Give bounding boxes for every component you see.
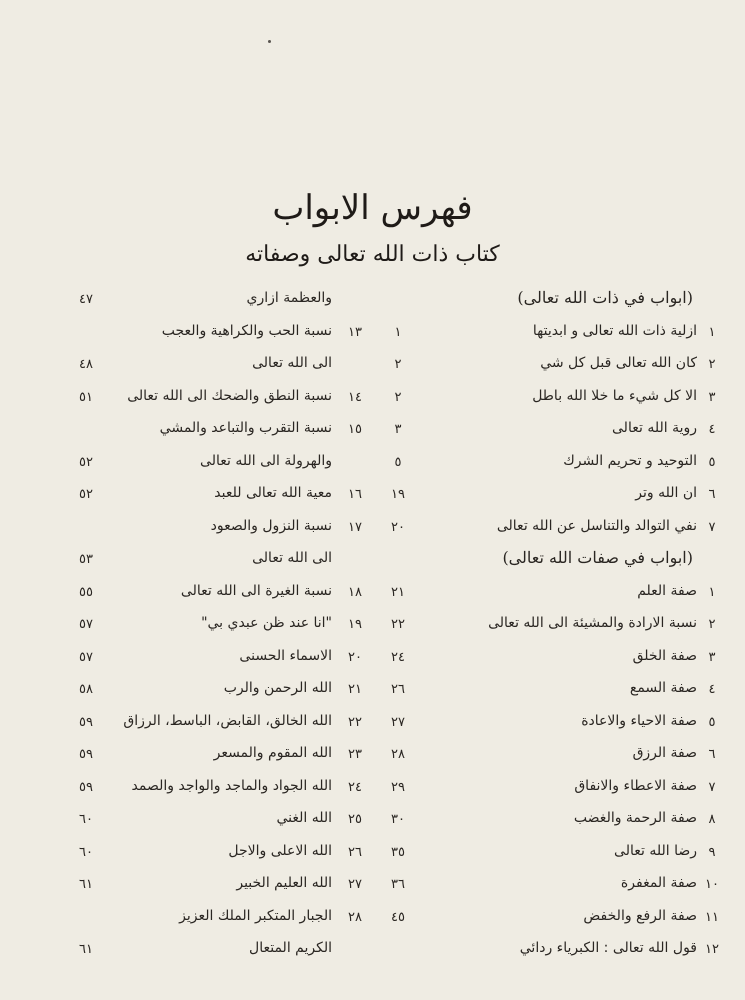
toc-entry — [66, 902, 366, 935]
entry-number: ١ — [708, 584, 716, 600]
entry-title: ازلية ذات الله تعالى و ابديتها — [532, 322, 697, 339]
entry-page-number: ٦١ — [79, 942, 93, 957]
entry-page-number: ٦١ — [79, 877, 93, 892]
entry-title: التوحيد و تحريم الشرك — [563, 452, 697, 469]
entry-title: الكريم المتعال — [249, 940, 332, 956]
entry-title: والهرولة الى الله تعالى — [200, 452, 332, 469]
entry-number: ٢٨ — [348, 909, 362, 925]
toc-entry — [378, 642, 723, 675]
entry-title: نسبة النزول والصعود — [210, 517, 332, 534]
entry-title: (ابواب في صفات الله تعالى) — [502, 548, 693, 567]
toc-entry — [66, 642, 366, 675]
entry-page-number: ٥٩ — [79, 747, 93, 762]
page-title: فهرس الابواب — [272, 188, 473, 228]
entry-title: الله الاعلى والاجل — [228, 842, 332, 859]
toc-entry — [66, 934, 366, 967]
toc-entry — [66, 544, 366, 577]
entry-page-number: ٢٠ — [391, 519, 405, 535]
entry-title: نسبة الحب والكراهية والعجب — [161, 322, 332, 339]
entry-page-number: ٢٩ — [391, 779, 405, 795]
entry-number: ١٣ — [348, 324, 362, 340]
entry-page-number: ٦٠ — [79, 812, 93, 827]
entry-page-number: ٥ — [394, 454, 402, 470]
entry-title: (ابواب في ذات الله تعالى) — [517, 288, 693, 307]
entry-number: ٢١ — [348, 682, 362, 697]
entry-page-number: ٢٦ — [391, 682, 405, 697]
entry-number: ١١ — [705, 909, 719, 925]
entry-title: صفة الخلق — [632, 647, 697, 664]
page-subtitle: كتاب ذات الله تعالى وصفاته — [245, 242, 500, 267]
section-heading — [378, 284, 723, 317]
entry-title: صفة السمع — [629, 680, 697, 696]
entry-page-number: ٣ — [394, 422, 402, 437]
entry-title: الى الله تعالى — [252, 550, 332, 566]
entry-page-number: ٢٧ — [391, 714, 405, 730]
entry-page-number: ٤٥ — [391, 909, 405, 925]
toc-entry — [378, 479, 723, 512]
entry-number: ٢ — [708, 357, 716, 372]
right-column — [378, 284, 723, 967]
entry-number: ٥ — [708, 714, 716, 730]
entry-page-number: ٢٨ — [391, 747, 405, 762]
entry-title: ان الله وتر — [635, 485, 697, 501]
entry-page-number: ٢٤ — [391, 649, 405, 665]
toc-entry — [66, 414, 366, 447]
entry-title: نسبة النطق والضحك الى الله تعالى — [127, 387, 332, 404]
entry-number: ٣ — [708, 389, 716, 405]
entry-page-number: ٥٣ — [79, 552, 93, 567]
entry-page-number: ٤٧ — [79, 292, 93, 307]
entry-title: صفة العلم — [637, 582, 697, 599]
toc-entry — [378, 382, 723, 415]
entry-number: ٢٤ — [348, 779, 362, 795]
toc-entry — [66, 479, 366, 512]
entry-number: ١٠ — [705, 877, 719, 892]
toc-entry — [66, 382, 366, 415]
entry-number: ٦ — [708, 487, 716, 502]
entry-number: ١٨ — [348, 584, 362, 600]
entry-number: ٢٣ — [348, 747, 362, 762]
toc-entry — [378, 577, 723, 610]
entry-title: "انا عند ظن عبدي بي" — [201, 615, 332, 631]
entry-number: ١٩ — [348, 617, 362, 632]
entry-number: ٩ — [708, 844, 716, 860]
toc-entry — [378, 869, 723, 902]
toc-entry — [378, 902, 723, 935]
toc-entry — [66, 284, 366, 317]
entry-title: الله العليم الخبير — [236, 875, 332, 891]
entry-number: ٢٠ — [348, 649, 362, 665]
entry-number: ٨ — [708, 812, 716, 827]
entry-title: كان الله تعالى قبل كل شي — [540, 355, 697, 371]
entry-title: الى الله تعالى — [252, 355, 332, 371]
toc-entry — [66, 577, 366, 610]
toc-entry — [66, 512, 366, 545]
toc-entry — [66, 674, 366, 707]
entry-page-number: ٤٨ — [79, 357, 93, 372]
entry-title: الاسماء الحسنى — [239, 647, 332, 664]
toc-entry — [66, 349, 366, 382]
entry-title: رضا الله تعالى — [614, 842, 697, 859]
toc-entry — [378, 934, 723, 967]
entry-title: صفة الاحياء والاعادة — [581, 712, 697, 729]
entry-page-number: ٣٥ — [391, 844, 405, 860]
entry-page-number: ٢ — [394, 389, 402, 405]
entry-title: نسبة الارادة والمشيئة الى الله تعالى — [488, 615, 697, 631]
entry-page-number: ٥٢ — [79, 487, 93, 502]
entry-title: معية الله تعالى للعبد — [214, 485, 332, 501]
entry-page-number: ٣٦ — [391, 877, 405, 892]
entry-number: ٢٢ — [348, 714, 362, 730]
entry-title: الله المقوم والمسعر — [213, 745, 332, 761]
entry-page-number: ٥٧ — [79, 617, 93, 632]
left-column — [66, 284, 366, 967]
entry-page-number: ٥٢ — [79, 454, 93, 470]
entry-page-number: ١٩ — [391, 487, 405, 502]
toc-entry — [66, 804, 366, 837]
entry-title: الله الخالق، القابض، الباسط، الرزاق — [123, 712, 332, 729]
entry-title: روية الله تعالى — [612, 420, 697, 436]
entry-number: ٣ — [708, 649, 716, 665]
entry-number: ٧ — [708, 779, 716, 795]
entry-title: الله الرحمن والرب — [223, 680, 332, 696]
toc-entry — [66, 837, 366, 870]
entry-title: نسبة التقرب والتباعد والمشي — [159, 420, 332, 436]
toc-entry — [66, 739, 366, 772]
entry-title: صفة الاعطاء والانفاق — [574, 777, 697, 794]
toc-entry — [66, 317, 366, 350]
entry-number: ١٢ — [705, 942, 719, 957]
entry-title: الا كل شيء ما خلا الله باطل — [532, 387, 697, 404]
toc-entry — [378, 837, 723, 870]
entry-page-number: ٢٢ — [391, 617, 405, 632]
toc-entry — [378, 447, 723, 480]
entry-number: ٢ — [708, 617, 716, 632]
entry-title: الله الغني — [276, 810, 332, 826]
entry-number: ١٦ — [348, 487, 362, 502]
entry-page-number: ٥٨ — [79, 682, 93, 697]
entry-page-number: ٦٠ — [79, 844, 93, 860]
entry-title: قول الله تعالى : الكبرياء ردائي — [519, 940, 697, 956]
toc-entry — [66, 609, 366, 642]
toc-entry — [378, 512, 723, 545]
entry-number: ٦ — [708, 747, 716, 762]
entry-number: ٤ — [708, 682, 716, 697]
toc-entry — [378, 772, 723, 805]
entry-page-number: ١ — [394, 324, 402, 340]
toc-entry — [66, 772, 366, 805]
entry-title: صفة الرحمة والغضب — [573, 810, 697, 826]
entry-number: ١٤ — [348, 389, 362, 405]
entry-page-number: ٥١ — [79, 389, 93, 405]
toc-entry — [378, 739, 723, 772]
entry-number: ٢٦ — [348, 844, 362, 860]
entry-title: نسبة الغيرة الى الله تعالى — [180, 582, 332, 599]
entry-page-number: ٢١ — [391, 584, 405, 600]
entry-number: ٢٥ — [348, 812, 362, 827]
entry-page-number: ٥٥ — [79, 584, 93, 600]
toc-entry — [378, 674, 723, 707]
entry-number: ٥ — [708, 454, 716, 470]
page-mark — [268, 40, 271, 43]
entry-number: ٤ — [708, 422, 716, 437]
entry-page-number: ٢ — [394, 357, 402, 372]
entry-title: صفة الرزق — [632, 745, 697, 761]
entry-title: الجبار المتكبر الملك العزيز — [179, 907, 332, 924]
section-heading — [378, 544, 723, 577]
entry-page-number: ٥٧ — [79, 649, 93, 665]
entry-page-number: ٥٩ — [79, 714, 93, 730]
entry-number: ٧ — [708, 519, 716, 535]
toc-entry — [378, 707, 723, 740]
entry-title: صفة المغفرة — [620, 875, 697, 891]
toc-entry — [378, 804, 723, 837]
toc-entry — [378, 609, 723, 642]
toc-entry — [378, 349, 723, 382]
toc-entry — [378, 414, 723, 447]
entry-title: والعظمة ازاري — [246, 290, 332, 306]
entry-number: ١٥ — [348, 422, 362, 437]
entry-number: ٢٧ — [348, 877, 362, 892]
entry-title: نفي التوالد والتناسل عن الله تعالى — [496, 517, 697, 534]
entry-number: ١ — [708, 324, 716, 340]
entry-title: الله الجواد والماجد والواجد والصمد — [131, 777, 332, 794]
entry-number: ١٧ — [348, 519, 362, 535]
toc-entry — [378, 317, 723, 350]
toc-entry — [66, 707, 366, 740]
toc-entry — [66, 869, 366, 902]
entry-title: صفة الرفع والخفض — [583, 907, 697, 924]
toc-entry — [66, 447, 366, 480]
entry-page-number: ٥٩ — [79, 779, 93, 795]
entry-page-number: ٣٠ — [391, 812, 405, 827]
